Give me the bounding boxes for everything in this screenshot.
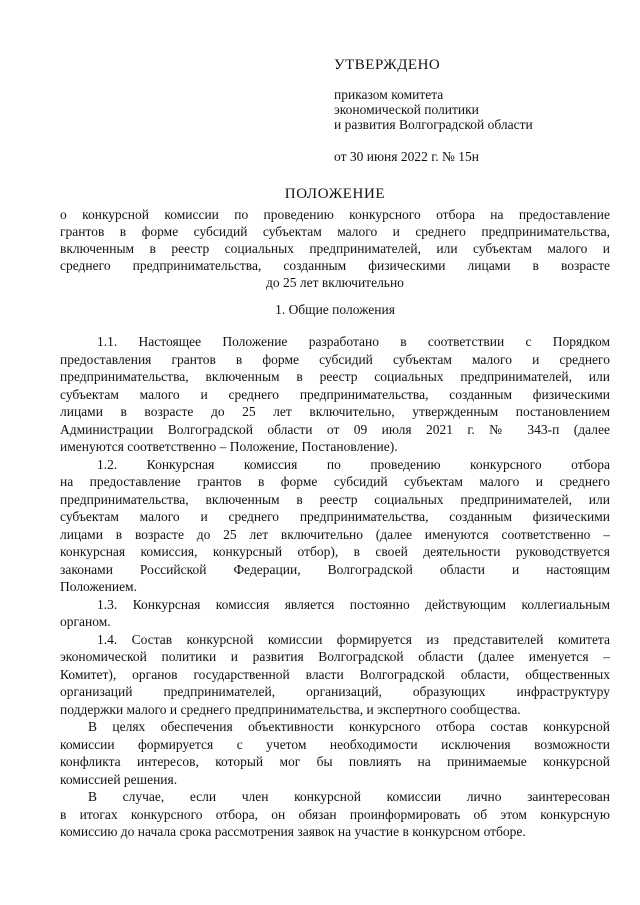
paragraph-1-2 <box>60 456 610 596</box>
paragraph-conflict <box>60 788 610 841</box>
subtitle-line: среднего предпринимательства, созданным физическими лицами в возрасте <box>60 258 610 273</box>
text-line: Администрации Волгоградской области от 09 июля 2021 г. № 343-п (далее <box>60 421 610 437</box>
approval-issuer-line: и развития Волгоградской области <box>334 117 533 132</box>
text-line: субъектам малого и среднего предпринимательства, созданным физическими <box>60 509 610 524</box>
document-body <box>60 333 610 841</box>
text-line: конфликта интересов, который мог бы повлиять на принимаемые конкурсной <box>60 754 610 769</box>
section-heading: 1. Общие положения <box>275 302 395 317</box>
text-line: В целях обеспечения объективности конкурсного отбора состав конкурсной <box>88 719 610 734</box>
text-line: лицами в возрасте до 25 лет включительно, утвержденным постановлением <box>60 404 610 419</box>
paragraph-1-1 <box>60 333 610 456</box>
approval-issuer-line: приказом комитета <box>334 87 444 102</box>
paragraph-1-4 <box>60 631 610 719</box>
document-subtitle <box>60 206 610 291</box>
paragraph-objectivity <box>60 718 610 788</box>
text-line: Положением. <box>60 579 137 594</box>
approval-date: от 30 июня 2022 г. № 15н <box>334 149 479 164</box>
approval-heading: УТВЕРЖДЕНО <box>334 57 441 73</box>
text-line: комиссию до начала срока рассмотрения заявок на участие в конкурсном отборе. <box>60 824 526 839</box>
text-line: на предоставление грантов в форме субсидий субъектам малого и среднего <box>60 474 610 489</box>
text-line: именуются соответственно – Положение, Постановление). <box>60 439 398 454</box>
subtitle-line: включенным в реестр социальных предпринимателей, или субъектам малого и <box>60 241 610 256</box>
subtitle-line: грантов в форме субсидий субъектам малого и среднего предпринимательства, <box>60 224 610 239</box>
text-line: 1.2. Конкурсная комиссия по проведению конкурсного отбора <box>97 456 610 472</box>
text-line: конкурсная комиссия, конкурсный отбор), в своей деятельности руководствуется <box>60 544 610 559</box>
text-line: в итогах конкурсного отбора, он обязан проинформировать об этом конкурсную <box>60 806 610 822</box>
text-line: предпринимательства, включенным в реестр социальных предпринимателей, или <box>60 369 610 384</box>
text-line: 1.3. Конкурсная комиссия является постоянно действующим коллегиальным <box>97 596 610 612</box>
text-line: экономической политики и развития Волгоградской области (далее именуется – <box>60 649 610 664</box>
subtitle-line: о конкурсной комиссии по проведению конкурсного отбора на предоставление <box>60 207 610 222</box>
text-line: комиссией решения. <box>60 771 178 787</box>
subtitle-line: до 25 лет включительно <box>266 275 404 290</box>
text-line: комиссии формируется с учетом необходимости исключения возможности <box>60 736 610 752</box>
text-line: предоставления грантов в форме субсидий субъектам малого и среднего <box>60 351 610 367</box>
text-line: органом. <box>60 614 111 629</box>
text-line: организаций предпринимателей, организаций, образующих инфраструктуру <box>60 684 610 699</box>
text-line: субъектам малого и среднего предпринимательства, созданным физическими <box>60 386 610 402</box>
text-line: законами Российской Федерации, Волгоградской области и настоящим <box>60 561 610 577</box>
approval-issuer <box>334 87 624 132</box>
paragraph-1-3 <box>60 596 610 631</box>
approval-issuer-line: экономической политики <box>334 102 479 117</box>
text-line: 1.4. Состав конкурсной комиссии формируется из представителей комитета <box>97 631 610 647</box>
text-line: 1.1. Настоящее Положение разработано в соответствии с Порядком <box>97 334 610 349</box>
text-line: В случае, если член конкурсной комиссии лично заинтересован <box>88 789 610 804</box>
approval-stamp <box>334 58 624 164</box>
text-line: предпринимательства, включенным в реестр социальных предпринимателей, или <box>60 491 610 507</box>
document-title: ПОЛОЖЕНИЕ <box>284 186 386 202</box>
text-line: Комитет), органов государственной власти Волгоградской области, общественных <box>60 666 610 682</box>
text-line: поддержки малого и среднего предпринимательства, и экспертного сообщества. <box>60 701 521 717</box>
text-line: лицами в возрасте до 25 лет включительно (далее именуются соответственно – <box>60 526 610 542</box>
